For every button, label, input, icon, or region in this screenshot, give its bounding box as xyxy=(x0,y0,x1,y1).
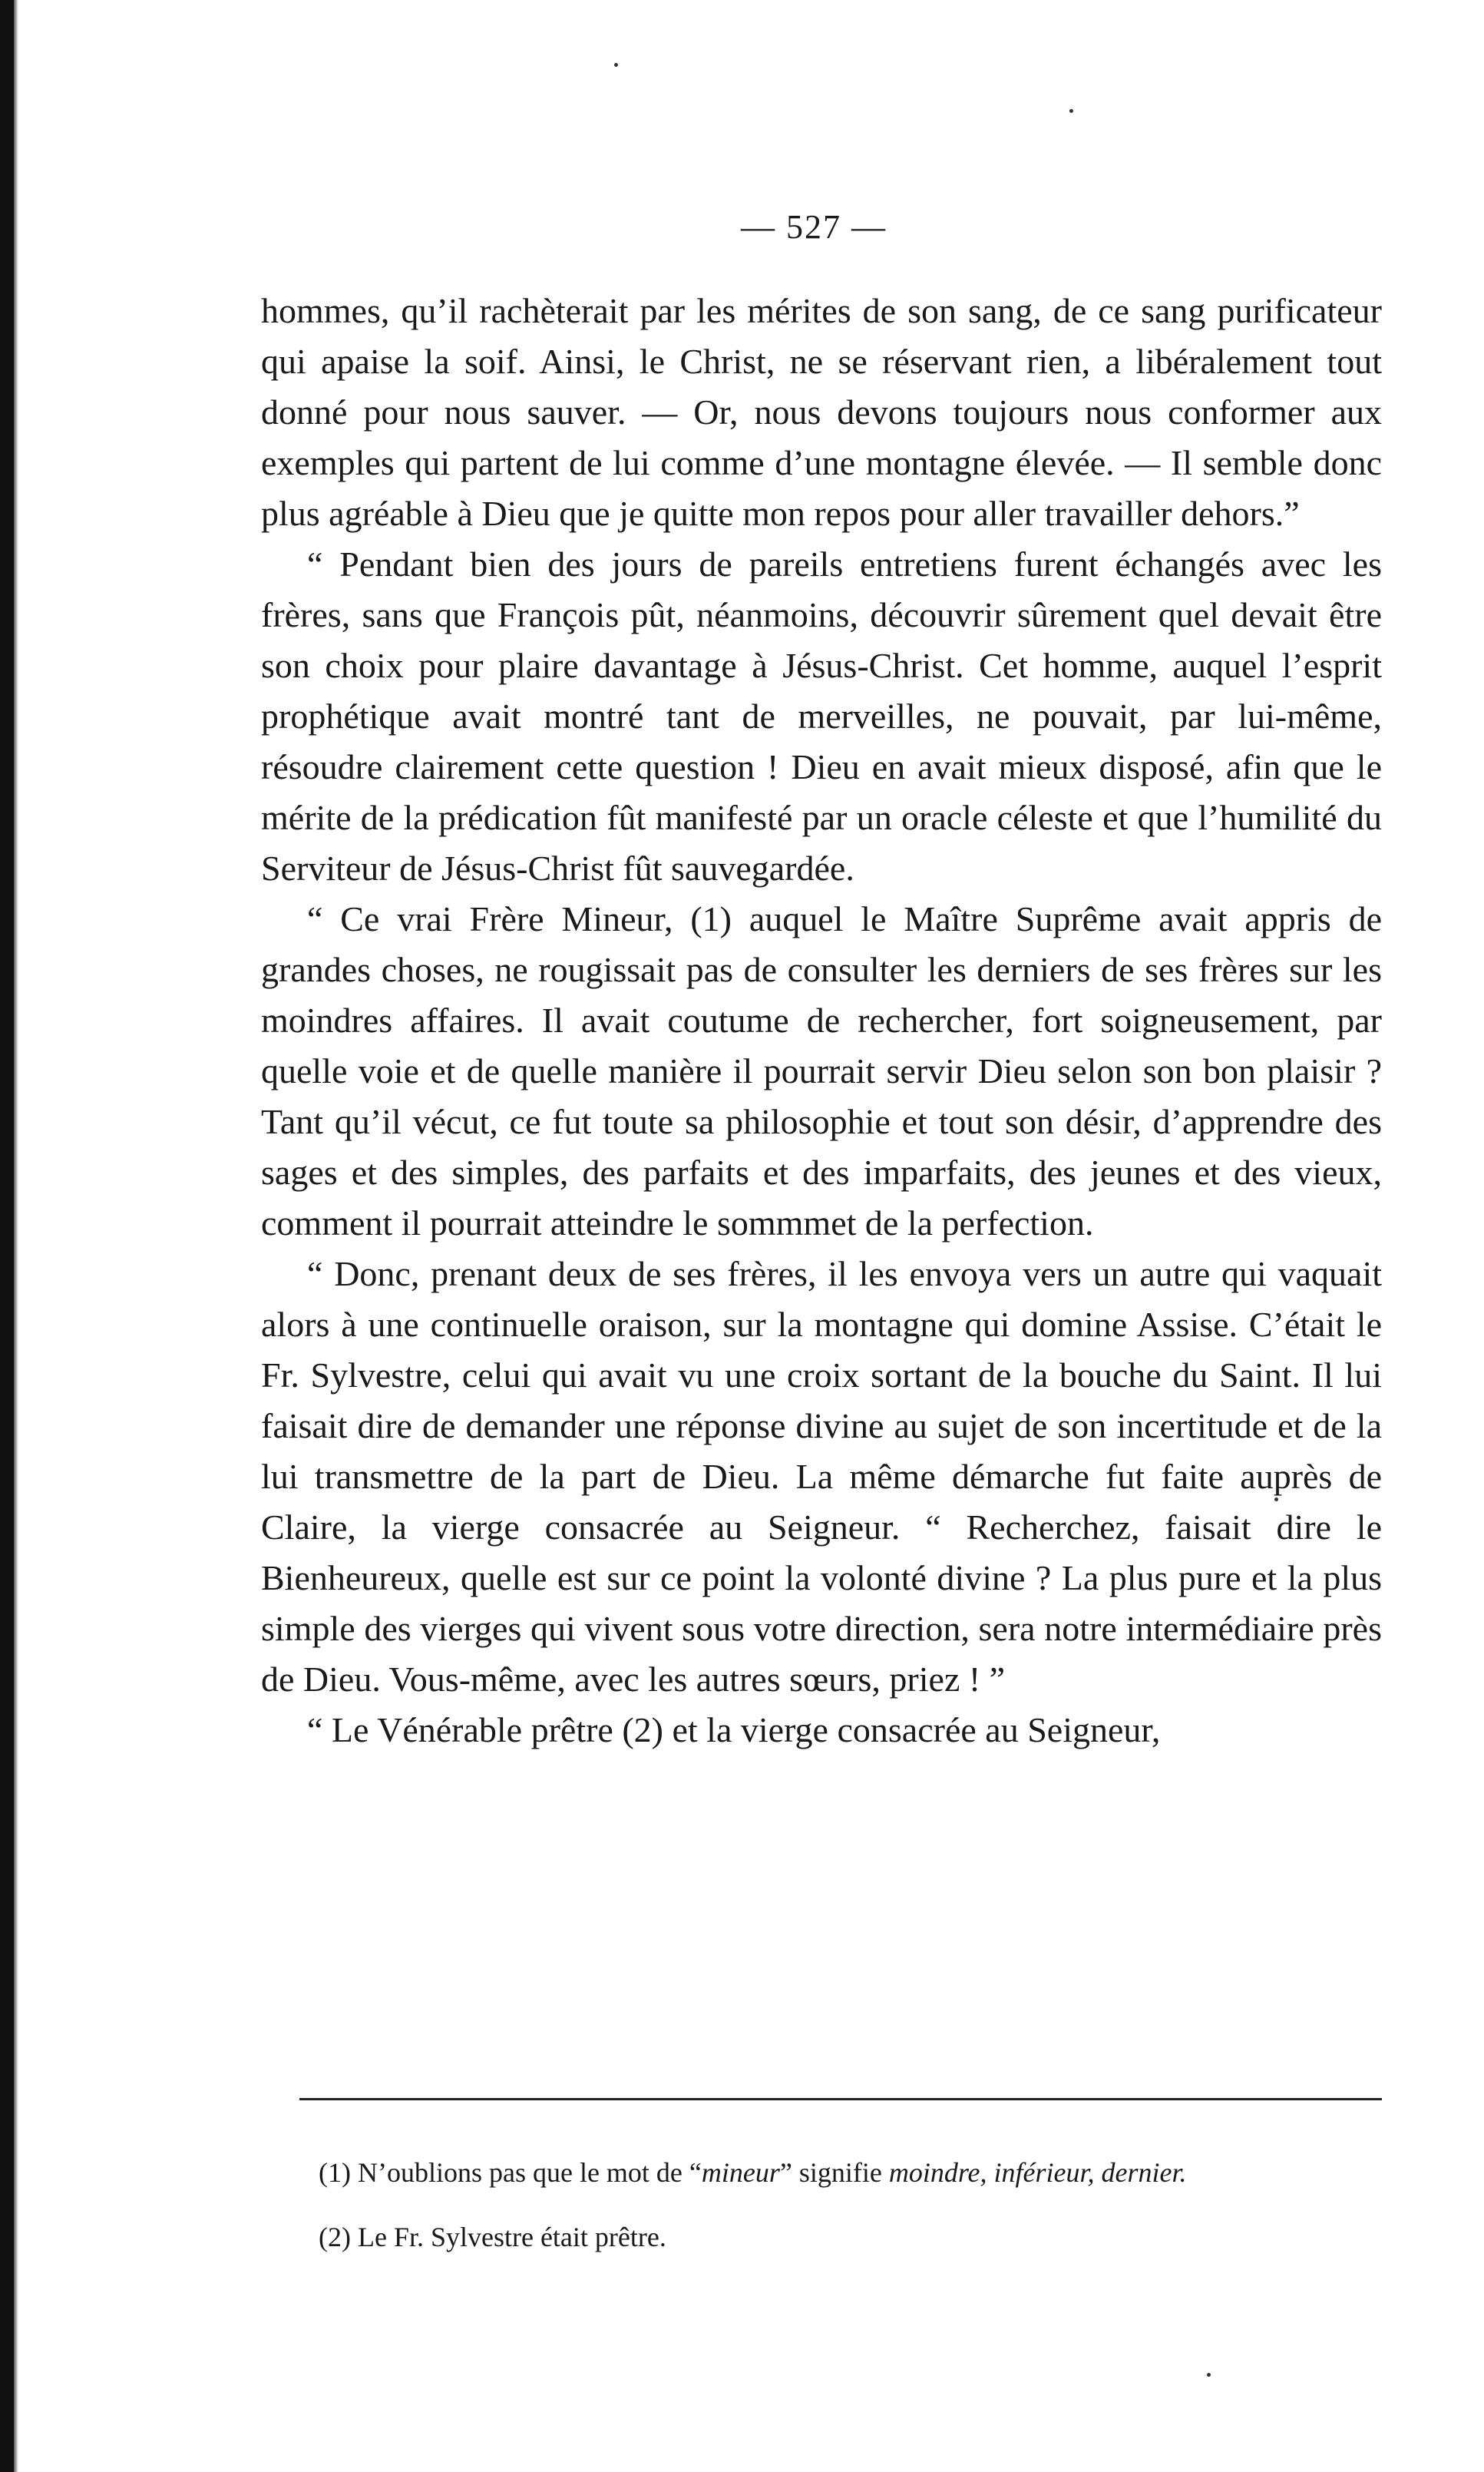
scan-speck xyxy=(1069,109,1073,113)
footnote-2: (2) Le Fr. Sylvestre était prêtre. xyxy=(319,2222,666,2252)
footnote-1-word: mineur xyxy=(701,2157,780,2188)
paragraph-1: hommes, qu’il rachèterait par les mérites de son sang, de ce sang purificateur qui apaise la soif. Ainsi, le Christ, ne se réservant rien, a libéralement tout donné pour nous sauver. — Or, nous devons toujours nous conformer aux exemples qui partent de lui comme d’une montagne élevée. — Il semble donc plus agréable à Dieu que je quitte mon repos pour aller travailler dehors.” xyxy=(261,291,1382,533)
footnote-1-prefix: (1) N’oublions pas que le mot de “ xyxy=(319,2157,702,2188)
paragraph-3: “ Ce vrai Frère Mineur, (1) auquel le Maître Suprême avait appris de grandes choses, ne rougissait pas de consulter les derniers de ses frères sur les moindres affaires. Il avait coutume de rechercher, fort soigneusement, par quelle voie et de quelle manière il pourrait servir Dieu selon son bon plaisir ? Tant qu’il vécut, ce fut toute sa philosophie et tout son désir, d’apprendre des sages et des simples, des parfaits et des imparfaits, des jeunes et des vieux, comment il pourrait atteindre le sommmet de la perfection. xyxy=(261,899,1382,1243)
scan-speck xyxy=(1207,2373,1211,2377)
main-text xyxy=(261,286,1382,1756)
footnotes xyxy=(296,2150,1386,2279)
paragraph-4: “ Donc, prenant deux de ses frères, il les envoya vers un autre qui vaquait alors à une continuelle oraison, sur la montagne qui domine Assise. C’était le Fr. Sylvestre, celui qui avait vu une croix sortant de la bouche du Saint. Il lui faisait dire de demander une réponse divine au sujet de son incertitude et de la lui transmettre de la part de Dieu. La même démarche fut faite auprès de Claire, la vierge consacrée au Seigneur. “ Recherchez, faisait dire le Bienheureux, quelle est sur ce point la volonté divine ? La plus pure et la plus simple des vierges qui vivent sous votre direction, sera notre intermédiaire près de Dieu. Vous-même, avec les autres sœurs, priez ! ” xyxy=(261,1254,1382,1699)
book-spine-shadow xyxy=(0,0,14,2472)
book-gutter-shading xyxy=(14,0,18,2472)
footnote-1 xyxy=(296,2150,1386,2195)
scan-speck xyxy=(614,63,618,67)
footnote-separator-rule xyxy=(299,2098,1382,2100)
paragraph-5: “ Le Vénérable prêtre (2) et la vierge consacrée au Seigneur, xyxy=(307,1710,1161,1749)
footnote-1-mid: ” signifie xyxy=(779,2157,889,2188)
footnote-1-meaning: moindre, inférieur, dernier. xyxy=(888,2157,1187,2188)
page-number: — 527 — xyxy=(741,208,887,246)
paragraph-2: “ Pendant bien des jours de pareils entretiens furent échangés avec les frères, sans que François pût, néanmoins, découvrir sûrement quel devait être son choix pour plaire davantage à Jésus-Christ. Cet homme, auquel l’esprit prophétique avait montré tant de merveilles, ne pouvait, par lui-même, résoudre clairement cette question ! Dieu en avait mieux disposé, afin que le mérite de la prédication fût manifesté par un oracle céleste et que l’humilité du Serviteur de Jésus-Christ fût sauvegardée. xyxy=(261,544,1382,888)
